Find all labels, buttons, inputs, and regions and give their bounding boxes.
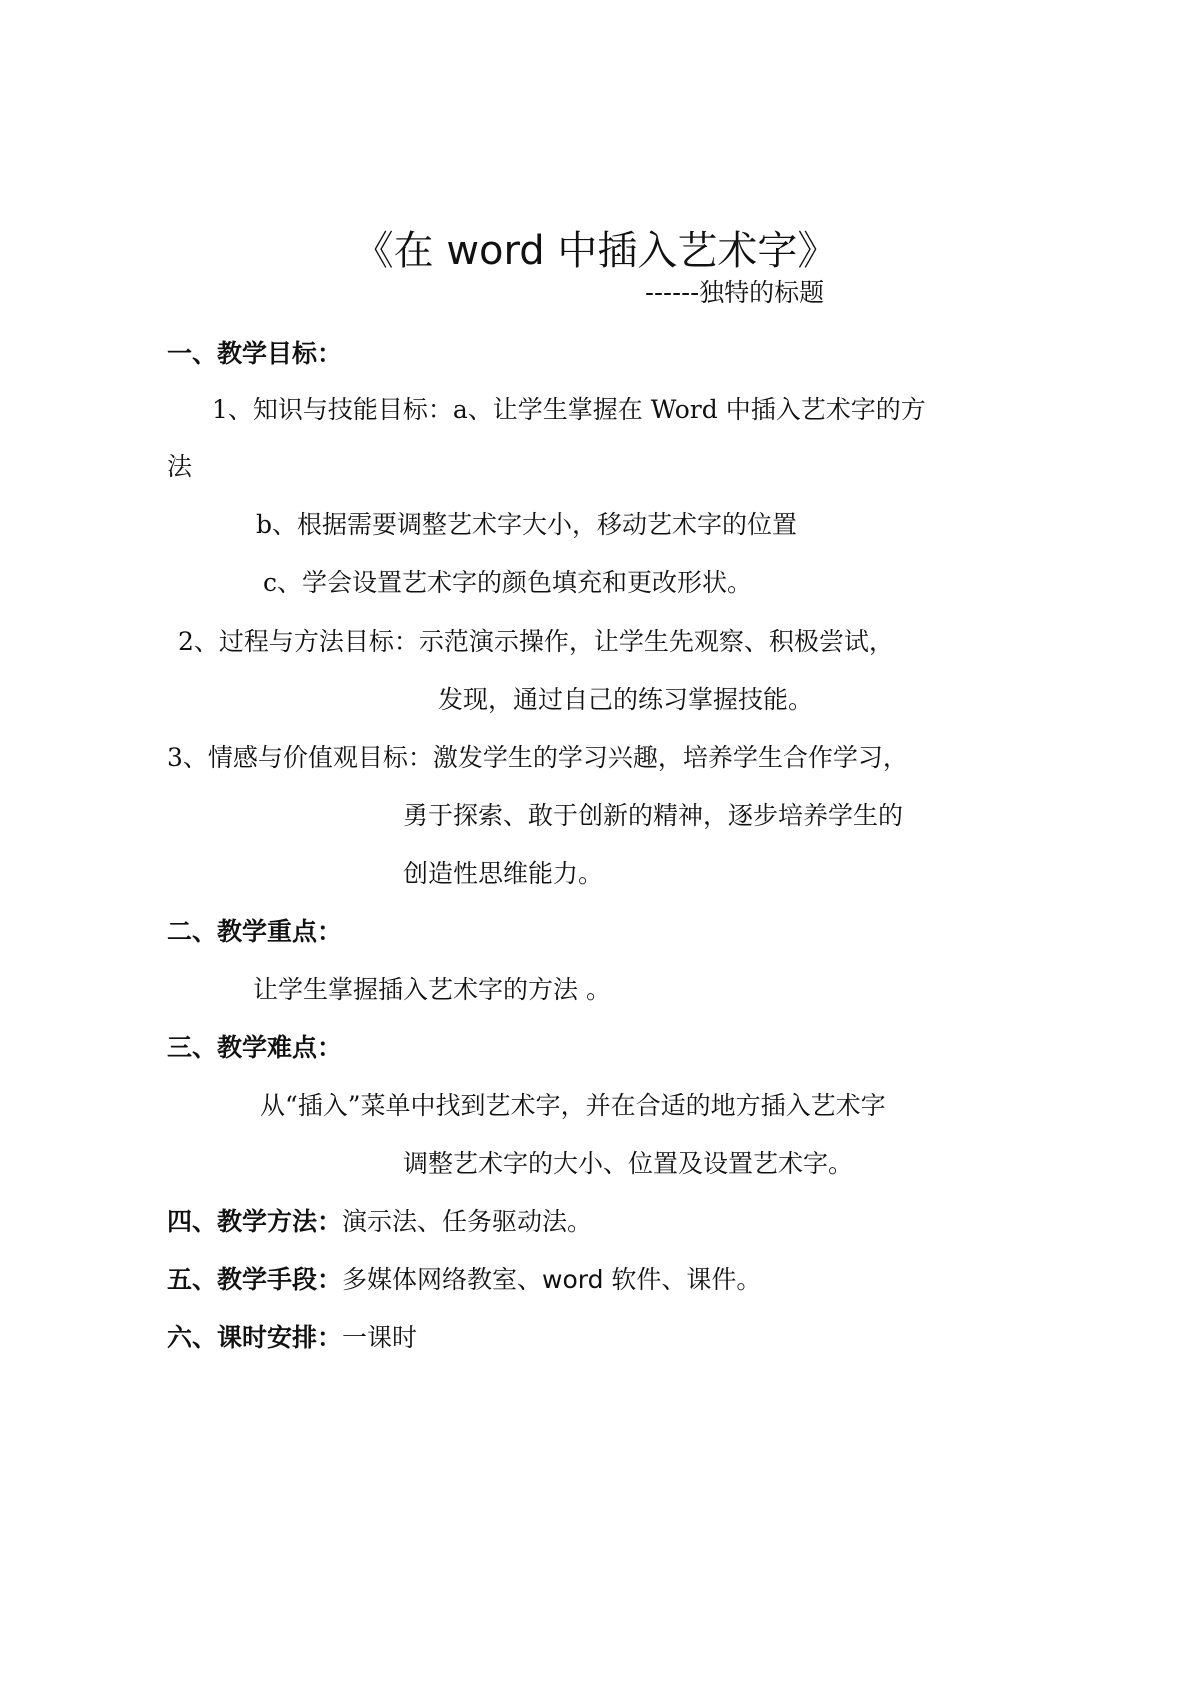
goal-1-line-2: 法 <box>167 452 193 481</box>
goal-1-line-1: 1、知识与技能目标：a、让学生掌握在 Word 中插入艺术字的方 <box>212 395 926 424</box>
goal-3-line-2: 勇于探索、敢于创新的精神，逐步培养学生的 <box>403 801 904 830</box>
goal-2-line-1: 2、过程与方法目标：示范演示操作，让学生先观察、积极尝试， <box>178 627 894 656</box>
section-heading-class-schedule: 六、课时安排： <box>167 1323 343 1352</box>
goal-3-line-1: 3、情感与价值观目标：激发学生的学习兴趣，培养学生合作学习， <box>167 743 908 772</box>
teaching-means-row <box>167 1263 761 1297</box>
section-heading-difficulties: 三、教学难点： <box>167 1033 343 1062</box>
goal-3-line-3: 创造性思维能力。 <box>403 859 604 888</box>
section-heading-teaching-goals: 一、教学目标： <box>167 339 343 368</box>
difficulties-line-2: 调整艺术字的大小、位置及设置艺术字。 <box>403 1149 854 1178</box>
goal-1-b: b、根据需要调整艺术字大小，移动艺术字的位置 <box>256 510 798 539</box>
goal-2-line-2: 发现，通过自己的练习掌握技能。 <box>438 685 814 714</box>
teaching-methods-text: 演示法、任务驱动法。 <box>342 1207 593 1236</box>
teaching-methods-row <box>167 1205 592 1239</box>
difficulties-line-1: 从“插入”菜单中找到艺术字，并在合适的地方插入艺术字 <box>260 1091 886 1120</box>
section-heading-teaching-means: 五、教学手段： <box>167 1265 343 1294</box>
document-subtitle: ------独特的标题 <box>645 278 825 307</box>
section-heading-teaching-methods: 四、教学方法： <box>167 1207 343 1236</box>
class-schedule-row <box>167 1321 417 1355</box>
teaching-means-text: 多媒体网络教室、word 软件、课件。 <box>342 1265 762 1294</box>
section-heading-key-points: 二、教学重点： <box>167 917 343 946</box>
goal-1-c: c、学会设置艺术字的颜色填充和更改形状。 <box>263 568 753 597</box>
key-points-text: 让学生掌握插入艺术字的方法 。 <box>253 975 611 1004</box>
document-title: 《在 word 中插入艺术字》 <box>353 228 838 274</box>
class-schedule-text: 一课时 <box>342 1323 418 1352</box>
